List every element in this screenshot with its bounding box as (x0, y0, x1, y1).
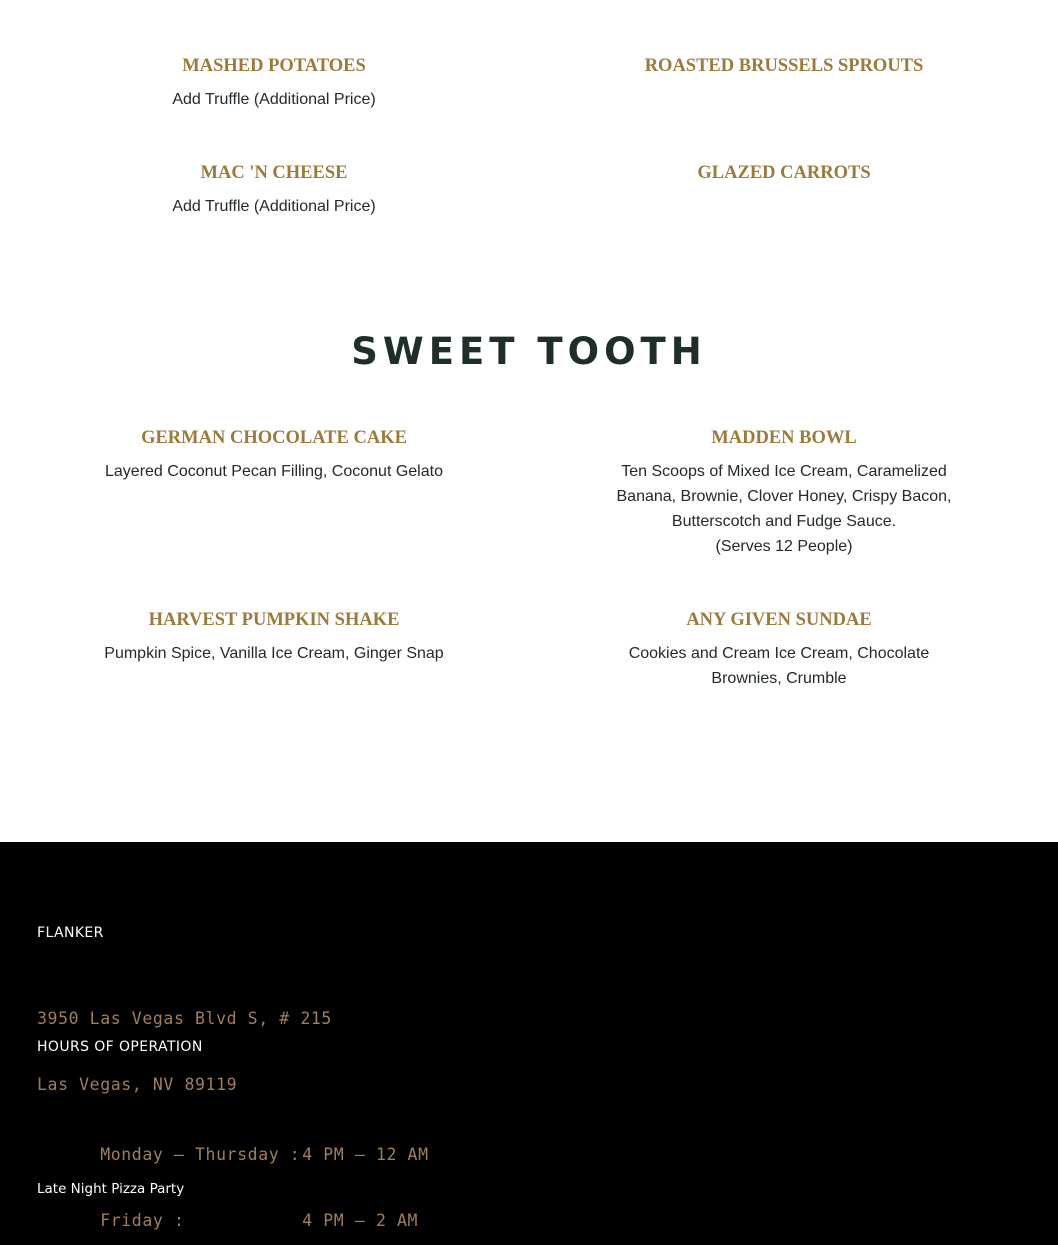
item-title: ROASTED BRUSSELS SPROUTS (644, 56, 924, 76)
item-description-line: Ten Scoops of Mixed Ice Cream, Caramelized (621, 463, 947, 480)
item-title: GERMAN CHOCOLATE CAKE (141, 428, 407, 448)
section-title-sweet-tooth: SWEET TOOTH (351, 330, 707, 373)
menu-item-mashed-potatoes (24, 55, 524, 112)
menu-item-roasted-brussels-sprouts (534, 55, 1034, 77)
item-description: Add Truffle (Additional Price) (172, 91, 376, 108)
item-description-line: Cookies and Cream Ice Cream, Chocolate (628, 645, 930, 662)
hours-time: 4 PM – 12 AM (302, 1145, 429, 1164)
item-description-line: Brownies, Crumble (711, 670, 847, 687)
item-description-line: Banana, Brownie, Clover Honey, Crispy Bacon, (616, 488, 952, 505)
menu-item-mac-n-cheese (24, 162, 524, 219)
hours-time: 4 PM – 2 AM (302, 1211, 419, 1230)
hours-row (37, 1122, 460, 1164)
item-description: Layered Coconut Pecan Filling, Coconut Gelato (105, 463, 443, 480)
item-description: Add Truffle (Additional Price) (172, 198, 376, 215)
hours-heading: HOURS OF OPERATION (37, 1039, 203, 1055)
item-title: HARVEST PUMPKIN SHAKE (148, 610, 400, 630)
item-description-line: (Serves 12 People) (715, 538, 853, 555)
menu-item-any-given-sundae (529, 609, 1029, 691)
address-line-1: 3950 Las Vegas Blvd S, # 215 (37, 1009, 332, 1028)
item-title: MASHED POTATOES (182, 56, 366, 76)
menu-item-madden-bowl (534, 427, 1034, 559)
hours-day: Friday : (100, 1211, 185, 1230)
late-night-heading: Late Night Pizza Party (37, 1181, 185, 1197)
item-description (534, 459, 1034, 559)
menu-item-glazed-carrots (534, 162, 1034, 184)
menu-item-german-chocolate-cake (24, 427, 524, 484)
item-description: Pumpkin Spice, Vanilla Ice Cream, Ginger Snap (104, 645, 444, 662)
item-title: ANY GIVEN SUNDAE (686, 610, 872, 630)
address-line-2: Las Vegas, NV 89119 (37, 1075, 238, 1094)
footer-brand: FLANKER (37, 925, 104, 941)
site-footer (0, 842, 1058, 1245)
item-title: MADDEN BOWL (711, 428, 857, 448)
item-description (529, 641, 1029, 691)
item-title: MAC 'N CHEESE (200, 163, 348, 183)
hours-day: Monday – Thursday : (100, 1145, 301, 1164)
item-description-line: Butterscotch and Fudge Sauce. (671, 513, 897, 530)
late-night-hours-list (37, 1198, 439, 1245)
item-title: GLAZED CARROTS (697, 163, 871, 183)
menu-item-harvest-pumpkin-shake (24, 609, 524, 666)
